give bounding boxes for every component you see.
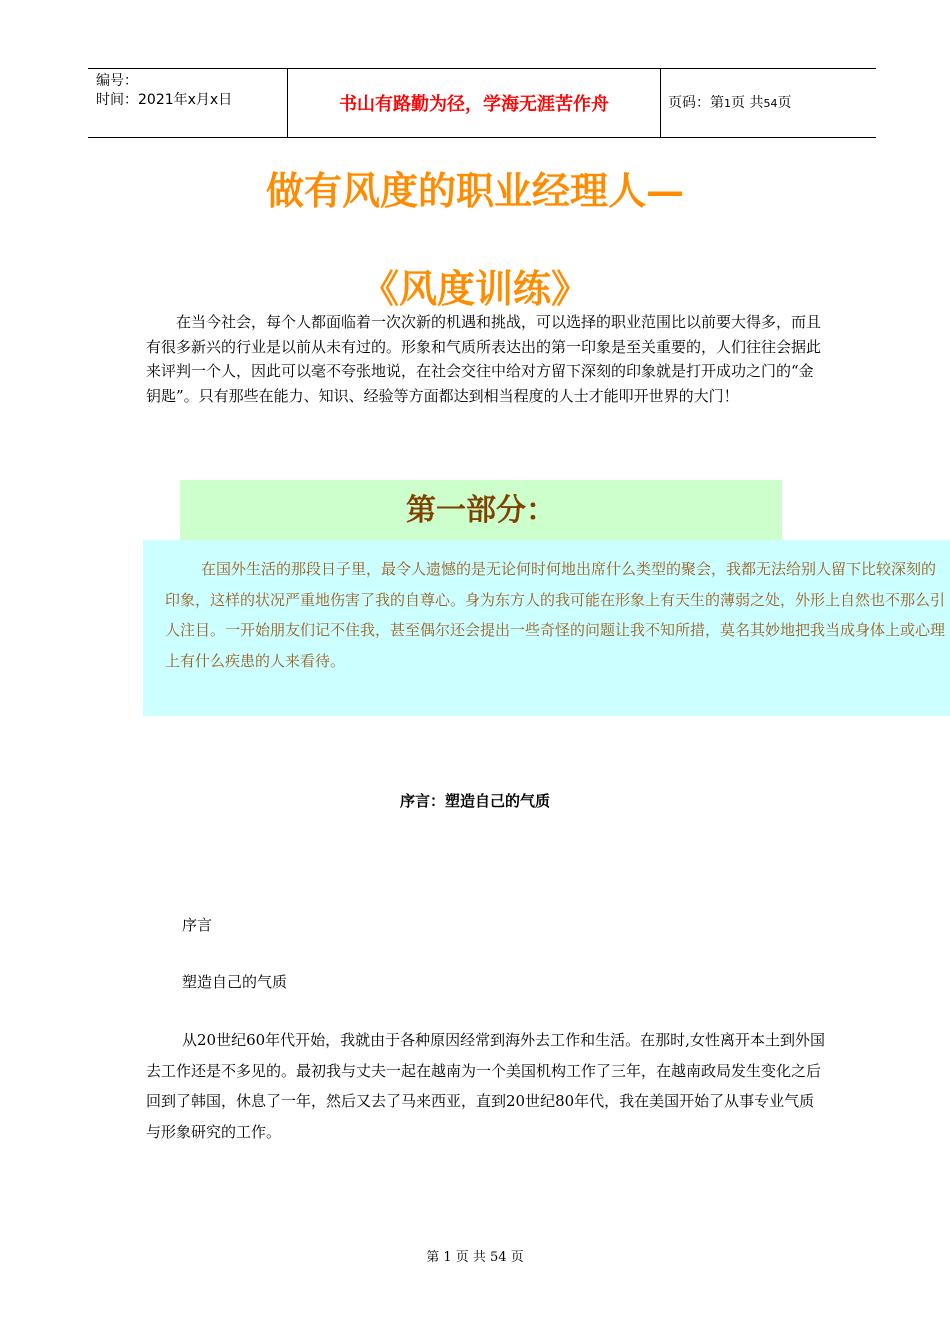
document-title-line2: 《风度训练》 (360, 266, 589, 311)
preface-title: 塑造自己的气质 (182, 973, 288, 991)
quote-box (143, 540, 950, 716)
section-subtitle: 序言：塑造自己的气质 (399, 792, 550, 810)
page-total: 54 (763, 97, 778, 110)
header-page-info (668, 92, 791, 112)
page-footer: 第 1 页 共 54 页 (426, 1250, 524, 1265)
quote-paragraph: 在国外生活的那段日子里，最令人遗憾的是无论何时何地出席什么类型的聚会，我都无法给别人留下比较深刻的印象，这样的状况严重地伤害了我的自尊心。身为东方人的我可能在形象上有天生的薄弱之处，外形上自然也不那么引人注目。一开始朋友们记不住我，甚至偶尔还会提出一些奇怪的问题让我不知所措，莫名其妙地把我当成身体上或心理上有什么疾患的人来看待。 (165, 560, 946, 670)
page-current: 1 (724, 97, 731, 110)
page-mid: 页 共 (731, 95, 764, 111)
number-label: 编号： (96, 73, 138, 89)
header-meta (96, 72, 232, 110)
document-title-line1: 做有风度的职业经理人— (265, 168, 684, 213)
intro-paragraph: 在当今社会，每个人都面临着一次次新的机遇和挑战，可以选择的职业范围比以前要大得多，而且有很多新兴的行业是以前从未有过的。形象和气质所表达出的第一印象是至关重要的，人们往往会据此来评判一个人，因此可以毫不夸张地说，在社会交往中给对方留下深刻的印象就是打开成功之门的“金钥匙”。只有那些在能力、知识、经验等方面都达到相当程度的人士才能叩开世界的大门！ (146, 313, 822, 405)
time-label: 时间：2021年x月x日 (96, 92, 233, 108)
page-suffix: 页 (777, 95, 792, 111)
body-paragraph: 从20世纪60年代开始，我就由于各种原因经常到海外去工作和生活。在那时,女性离开本土到外国去工作还是不多见的。最初我与丈夫一起在越南为一个美国机构工作了三年，在越南政局发生变化之后回到了韩国，休息了一年，然后又去了马来西亚，直到20世纪80年代，我在美国开始了从事专业气质与形象研究的工作。 (146, 1031, 825, 1141)
page-prefix: 页码：第 (668, 95, 724, 111)
preface-label: 序言 (182, 916, 213, 934)
header-motto: 书山有路勤为径，学海无涯苦作舟 (339, 94, 609, 115)
part-heading: 第一部分： (180, 480, 782, 542)
